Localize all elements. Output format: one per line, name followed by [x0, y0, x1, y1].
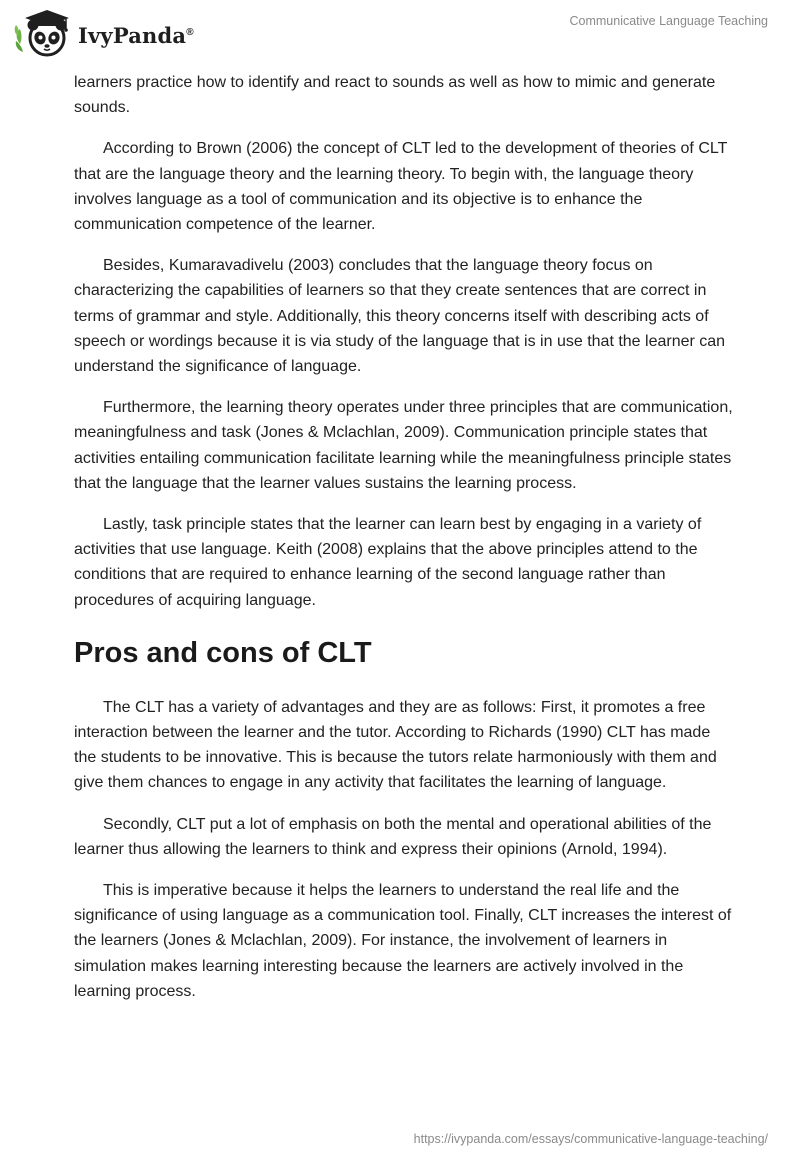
source-url[interactable]: https://ivypanda.com/essays/communicative-language-teaching/	[413, 1132, 768, 1146]
panda-graduation-cap-icon	[14, 8, 74, 60]
section-heading: Pros and cons of CLT	[74, 636, 372, 669]
paragraph: The CLT has a variety of advantages and they are as follows: First, it promotes a free interaction between the learner and the tutor. According to Richards (1990) CLT has made the students to be innovative. This is because the tutors relate harmoniously with them and give them chances to engage in any activity that facilitates the learning of language.	[74, 698, 717, 792]
ivypanda-logo[interactable]	[14, 8, 194, 60]
registered-mark: ®	[186, 26, 194, 38]
paragraph: This is imperative because it helps the learners to understand the real life and the significance of using language as a communication tool. Finally, CLT increases the interest of the learners (Jones & Mclachlan, 2009). For instance, the involvement of learners in simulation makes learning interesting because the learners are actively involved in the learning process.	[74, 882, 732, 1000]
paragraph: According to Brown (2006) the concept of CLT led to the development of theories of CLT that are the language theory and the learning theory. To begin with, the language theory involves language as a tool of communication and its objective is to enhance the communication competence of the learner.	[74, 140, 728, 234]
document-title: Communicative Language Teaching	[569, 14, 768, 28]
essay-body	[74, 70, 734, 1020]
paragraph: Secondly, CLT put a lot of emphasis on both the mental and operational abilities of the learner thus allowing the learners to think and express their opinions (Arnold, 1994).	[74, 815, 712, 858]
logo-wordmark: IvyPanda®	[78, 22, 194, 48]
paragraph: Lastly, task principle states that the learner can learn best by engaging in a variety of activities that use language. Keith (2008) explains that the above principles attend to the conditions that are required to enhance learning of the second language rather than procedures of acquiring language.	[74, 516, 702, 609]
paragraph: Furthermore, the learning theory operates under three principles that are communication, meaningfulness and task (Jones & Mclachlan, 2009). Communication principle states that activities entailing communication facilitate learning while the meaningfulness principle states that the language that the learner values sustains the learning process.	[74, 399, 733, 492]
paragraph: Besides, Kumaravadivelu (2003) concludes that the language theory focus on characterizing the capabilities of learners so that they create sentences that are correct in terms of grammar and style. Additionally, this theory concerns itself with describing acts of speech or wordings because it is via study of the language that is in use that the learner can understand the significance of language.	[74, 257, 726, 376]
page-header	[0, 0, 800, 64]
paragraph-intro-continuation: learners practice how to identify and react to sounds as well as how to mimic and generate sounds.	[74, 74, 716, 117]
